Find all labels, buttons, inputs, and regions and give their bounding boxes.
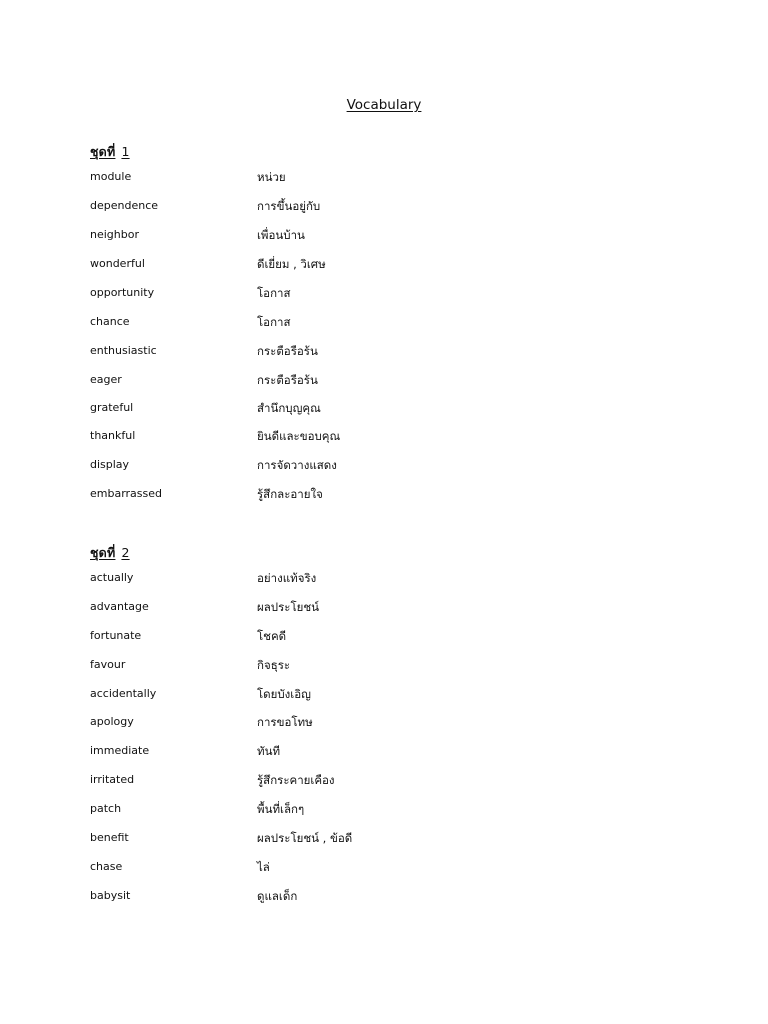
vocab-row <box>0 771 768 789</box>
vocab-meaning: โดยบังเอิญ <box>257 687 311 701</box>
vocab-row <box>0 255 768 273</box>
vocab-term: irritated <box>90 773 135 786</box>
vocab-meaning: กระตือรือร้น <box>257 373 318 387</box>
section-1-heading-number: 1 <box>121 144 130 159</box>
vocab-row <box>0 858 768 876</box>
vocab-row <box>0 829 768 847</box>
vocab-term: dependence <box>90 199 159 212</box>
vocab-meaning: เพื่อนบ้าน <box>257 228 305 242</box>
section-2-heading-label: ชุดที่ <box>90 545 116 560</box>
vocab-row <box>0 800 768 818</box>
vocab-meaning: การขึ้นอยู่กับ <box>257 199 321 213</box>
vocab-row <box>0 456 768 474</box>
vocab-meaning: รู้สึกระคายเคือง <box>257 773 335 787</box>
vocab-term: display <box>90 458 130 471</box>
vocab-row <box>0 485 768 503</box>
vocab-term: immediate <box>90 744 150 757</box>
vocab-row <box>0 656 768 674</box>
vocab-meaning: การจัดวางแสดง <box>257 458 337 472</box>
vocab-meaning: ผลประโยชน์ , ข้อดี <box>257 831 353 845</box>
section-1-heading-label: ชุดที่ <box>90 144 116 159</box>
section-2-heading <box>90 543 130 563</box>
vocab-row <box>0 197 768 215</box>
vocab-term: advantage <box>90 600 149 613</box>
vocab-term: enthusiastic <box>90 344 157 357</box>
vocab-term: grateful <box>90 401 134 414</box>
vocab-row <box>0 168 768 186</box>
vocab-row <box>0 685 768 703</box>
vocab-row <box>0 627 768 645</box>
vocab-row <box>0 226 768 244</box>
vocab-term: eager <box>90 373 122 386</box>
vocab-term: module <box>90 170 132 183</box>
vocab-meaning: กระตือรือร้น <box>257 344 318 358</box>
vocab-row <box>0 427 768 445</box>
vocab-term: chase <box>90 860 123 873</box>
vocab-row <box>0 713 768 731</box>
vocab-meaning: ยินดีและขอบคุณ <box>257 429 341 443</box>
vocab-row <box>0 569 768 587</box>
vocab-term: chance <box>90 315 130 328</box>
vocab-term: neighbor <box>90 228 139 241</box>
vocab-meaning: ดีเยี่ยม , วิเศษ <box>257 257 326 271</box>
vocab-meaning: รู้สึกละอายใจ <box>257 487 323 501</box>
vocab-meaning: การขอโทษ <box>257 715 313 729</box>
vocab-meaning: หน่วย <box>257 170 286 184</box>
vocab-term: favour <box>90 658 126 671</box>
vocab-term: thankful <box>90 429 136 442</box>
vocab-term: benefit <box>90 831 129 844</box>
section-1-heading <box>90 142 130 162</box>
document-title: Vocabulary <box>346 97 422 113</box>
vocab-term: fortunate <box>90 629 142 642</box>
vocab-term: apology <box>90 715 134 728</box>
vocab-term: embarrassed <box>90 487 163 500</box>
vocab-term: opportunity <box>90 286 155 299</box>
vocab-meaning: โชคดี <box>257 629 287 643</box>
vocab-row <box>0 399 768 417</box>
vocab-term: actually <box>90 571 134 584</box>
vocab-meaning: โอกาส <box>257 315 291 329</box>
vocab-row <box>0 887 768 905</box>
vocab-meaning: โอกาส <box>257 286 291 300</box>
vocab-term: patch <box>90 802 122 815</box>
vocab-meaning: ผลประโยชน์ <box>257 600 320 614</box>
vocab-meaning: ไล่ <box>257 860 270 874</box>
vocab-row <box>0 598 768 616</box>
vocab-term: wonderful <box>90 257 145 270</box>
vocab-meaning: สำนึกบุญคุณ <box>257 401 321 415</box>
vocab-meaning: กิจธุระ <box>257 658 291 672</box>
vocab-row <box>0 371 768 389</box>
vocab-meaning: พื้นที่เล็กๆ <box>257 802 305 816</box>
section-2-heading-number: 2 <box>121 545 130 560</box>
vocab-meaning: ทันที <box>257 744 281 758</box>
vocab-meaning: ดูแลเด็ก <box>257 889 298 903</box>
vocab-row <box>0 313 768 331</box>
vocab-meaning: อย่างแท้จริง <box>257 571 317 585</box>
vocab-row <box>0 742 768 760</box>
vocab-term: babysit <box>90 889 131 902</box>
vocab-row <box>0 342 768 360</box>
vocab-term: accidentally <box>90 687 157 700</box>
vocab-row <box>0 284 768 302</box>
